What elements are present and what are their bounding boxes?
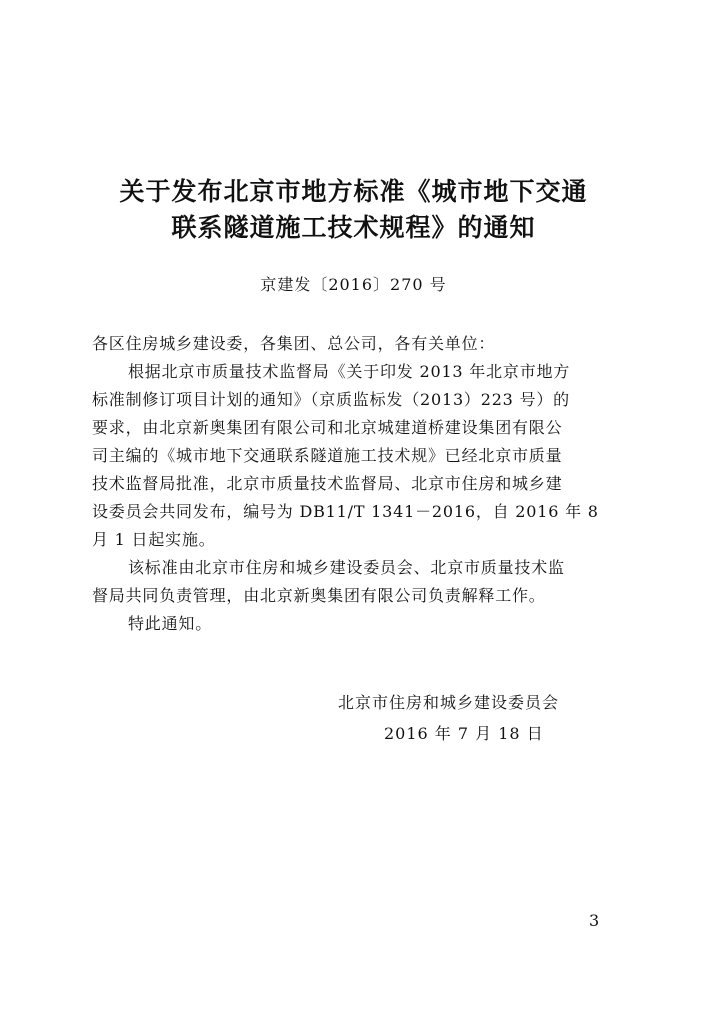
- paragraph-1-line: 标准制修订项目计划的通知》（京质监标发（2013）223 号）的: [92, 390, 570, 409]
- page-number: 3: [589, 911, 600, 930]
- paragraph-1-line: 技术监督局批准，北京市质量技术监督局、北京市住房和城乡建: [92, 474, 563, 493]
- signing-date: 2016 年 7 月 18 日: [384, 724, 544, 743]
- paragraph-2-line: 督局共同负责管理，由北京新奥集团有限公司负责解释工作。: [92, 586, 546, 605]
- document-title-line-1: 关于发布北京市地方标准《城市地下交通: [119, 177, 588, 206]
- paragraph-2-line: 该标准由北京市住房和城乡建设委员会、北京市质量技术监: [128, 558, 565, 577]
- paragraph-1: [92, 358, 618, 554]
- paragraph-1-line: 司主编的《城市地下交通联系隧道施工技术规》已经北京市质量: [92, 446, 563, 465]
- paragraph-1-line: 月 1 日起实施。: [92, 530, 216, 549]
- paragraph-1-line: 要求，由北京新奥集团有限公司和北京城建道桥建设集团有限公: [92, 418, 563, 437]
- paragraph-1-line: 设委员会共同发布，编号为 DB11/T 1341－2016，自 2016 年 8: [92, 502, 599, 521]
- salutation: 各区住房城乡建设委，各集团、总公司，各有关单位：: [92, 334, 496, 353]
- signer: 北京市住房和城乡建设委员会: [338, 693, 560, 712]
- document-title-line-2: 联系隧道施工技术规程》的通知: [171, 213, 536, 242]
- paragraph-1-line: 根据北京市质量技术监督局《关于印发 2013 年北京市地方: [128, 362, 571, 381]
- document-number: 京建发〔2016〕270 号: [260, 275, 447, 294]
- paragraph-2: [92, 554, 618, 610]
- paragraph-3: 特此通知。: [128, 614, 213, 633]
